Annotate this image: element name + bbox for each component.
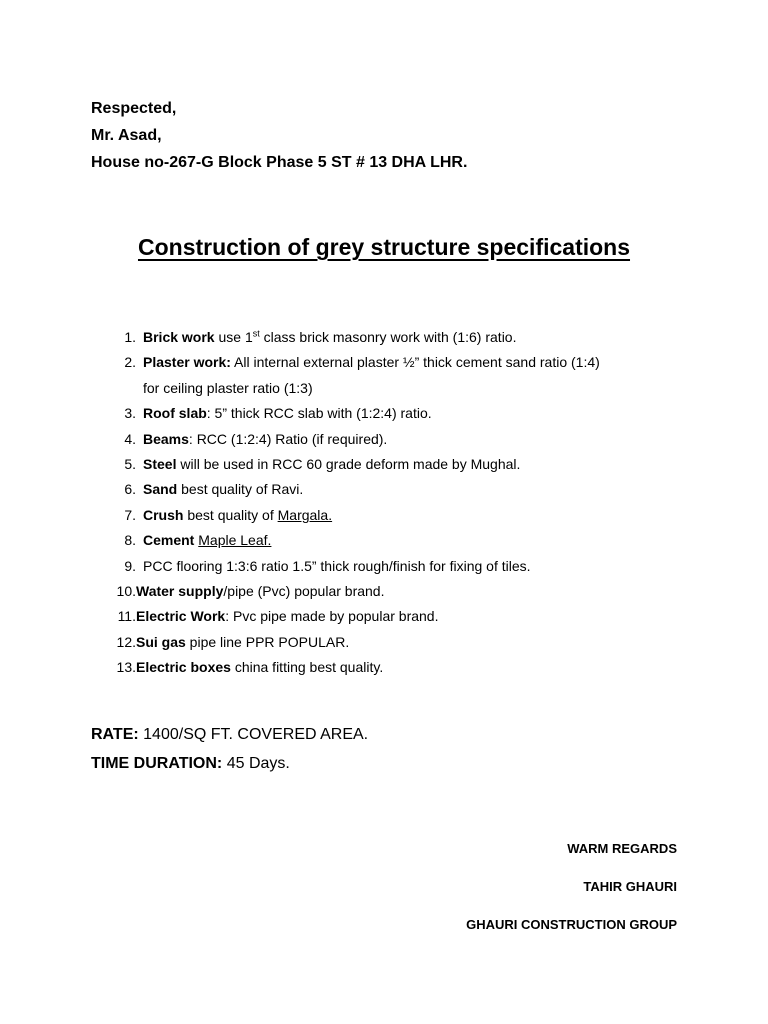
spec-number: 5. xyxy=(124,456,136,473)
spec-item: 3. Roof slab: 5” thick RCC slab with (1:2:4) ratio. xyxy=(90,401,690,426)
spec-item: 5. Steel will be used in RCC 60 grade deform made by Mughal. xyxy=(90,452,690,477)
spec-item: 13. Electric boxes china fitting best quality. xyxy=(90,655,690,680)
spec-item: 4. Beams: RCC (1:2:4) Ratio (if required). xyxy=(90,427,690,452)
closing-regards: WARM REGARDS xyxy=(567,841,677,856)
rate-value: 1400/SQ FT. COVERED AREA. xyxy=(138,726,369,743)
spec-number: 12. xyxy=(116,633,136,650)
spec-number: 9. xyxy=(124,557,136,574)
spec-item: 9. PCC flooring 1:3:6 ratio 1.5” thick rough/finish for fixing of tiles. xyxy=(90,554,690,579)
spec-number: 4. xyxy=(124,430,136,447)
spec-item: 11. Electric Work: Pvc pipe made by popular brand. xyxy=(90,604,690,629)
duration-value: 45 Days. xyxy=(222,755,290,772)
spec-label: Electric Work xyxy=(136,608,226,625)
spec-item: 1. Brick work use 1st class brick masonry work with (1:6) ratio. xyxy=(90,325,690,350)
spec-number: 6. xyxy=(124,481,136,498)
rate-line xyxy=(91,720,368,749)
spec-item: 12. Sui gas pipe line PPR POPULAR. xyxy=(90,630,690,655)
spec-label: Electric boxes xyxy=(136,659,231,676)
duration-line xyxy=(91,749,368,778)
terms-block xyxy=(91,720,368,778)
spec-item: 10. Water supply/pipe (Pvc) popular brand. xyxy=(90,579,690,604)
document-title: Construction of grey structure specifications xyxy=(137,234,631,260)
recipient-address: House no-267-G Block Phase 5 ST # 13 DHA LHR. xyxy=(91,154,468,171)
spec-number: 13. xyxy=(116,659,136,676)
spec-number: 11. xyxy=(117,608,136,625)
spec-number: 2. xyxy=(124,354,136,371)
spec-number: 3. xyxy=(124,405,136,422)
spec-number: 7. xyxy=(124,506,136,523)
rate-label: RATE: xyxy=(91,726,139,743)
spec-label: Plaster work: xyxy=(143,354,231,371)
specifications-list xyxy=(90,325,690,681)
spec-label: Sand xyxy=(143,481,178,498)
spec-label: Water supply xyxy=(136,583,224,600)
spec-number: 8. xyxy=(124,532,136,549)
signatory-name: TAHIR GHAURI xyxy=(583,879,677,894)
signature-block xyxy=(466,830,677,944)
company-name: GHAURI CONSTRUCTION GROUP xyxy=(466,917,677,932)
spec-item: 2. Plaster work: All internal external plaster ½” thick cement sand ratio (1:4) for ceiling plaster ratio (1:3) xyxy=(90,350,690,401)
spec-label: Roof slab xyxy=(143,405,207,422)
spec-item: 8. Cement Maple Leaf. xyxy=(90,528,690,553)
spec-number: 1. xyxy=(124,329,136,345)
spec-label: Crush xyxy=(143,506,184,523)
spec-label: Steel xyxy=(143,456,177,473)
spec-continuation: for ceiling plaster ratio (1:3) xyxy=(143,379,313,396)
greeting: Respected, xyxy=(91,100,177,117)
duration-label: TIME DURATION: xyxy=(91,755,223,772)
spec-label: Sui gas xyxy=(136,633,186,650)
spec-label: Brick work xyxy=(143,329,215,345)
spec-label: Beams xyxy=(143,430,189,447)
salutation-block xyxy=(91,95,467,176)
spec-label: Cement xyxy=(143,532,195,549)
spec-item: 6. Sand best quality of Ravi. xyxy=(90,477,690,502)
spec-number: 10. xyxy=(116,583,136,600)
recipient-name: Mr. Asad, xyxy=(91,127,162,144)
spec-item: 7. Crush best quality of Margala. xyxy=(90,503,690,528)
